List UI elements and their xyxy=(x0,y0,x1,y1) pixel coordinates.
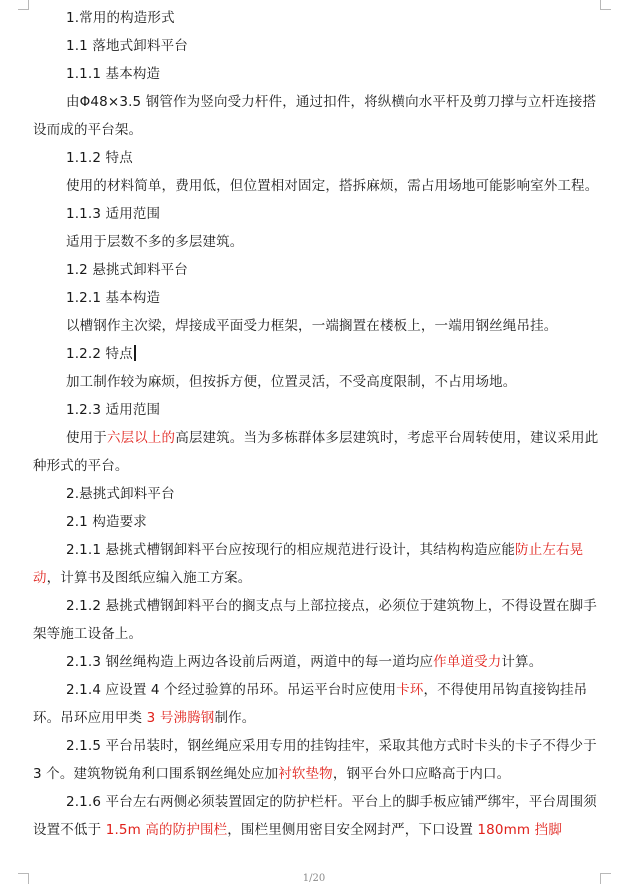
section-heading xyxy=(33,200,599,228)
text-run: 1.1.1 基本构造 xyxy=(66,66,161,82)
section-heading xyxy=(33,256,599,284)
section-heading xyxy=(33,284,599,312)
body-paragraph xyxy=(33,424,599,480)
body-paragraph xyxy=(33,648,599,676)
highlighted-text: 作单道受力 xyxy=(433,654,502,670)
section-heading xyxy=(33,144,599,172)
text-run: 2.1 构造要求 xyxy=(66,514,147,530)
text-run: 2.1.5 平台吊装时，钢丝绳应采用专用的挂钩挂牢，采取其他方式时卡头的卡子不得少于 3 个。建筑物锐角利口围系钢丝绳处应加 xyxy=(33,738,597,782)
body-paragraph xyxy=(33,732,599,788)
text-run: 2.1.3 钢丝绳构造上两边各设前后两道，两道中的每一道均应 xyxy=(66,654,434,670)
crop-mark-top-left xyxy=(18,0,29,10)
text-run: ，计算书及图纸应编入施工方案。 xyxy=(46,570,252,586)
text-run: 2.1.1 悬挑式槽钢卸料平台应按现行的相应规范进行设计，其结构构造应能 xyxy=(66,542,516,558)
highlighted-text: 防止左右晃动 xyxy=(33,542,584,586)
section-heading xyxy=(33,32,599,60)
text-run: 1.常用的构造形式 xyxy=(66,10,175,26)
section-heading xyxy=(33,60,599,88)
highlighted-text: 1.5m 高的防护围栏 xyxy=(105,822,228,838)
section-heading xyxy=(33,340,599,368)
text-run: ，围栏里侧用密目安全网封严，下口设置 xyxy=(227,822,478,838)
body-paragraph xyxy=(33,536,599,592)
text-run: 以槽钢作主次梁，焊接成平面受力框架，一端搁置在楼板上，一端用钢丝绳吊挂。 xyxy=(66,318,558,334)
text-run: 使用的材料简单，费用低，但位置相对固定，搭拆麻烦，需占用场地可能影响室外工程。 xyxy=(66,178,599,194)
text-run: 高层建筑。当为多栋群体多层建筑时，考虑平台周转使用，建议采用此种形式的平台。 xyxy=(33,430,599,474)
text-run: 由Φ48×3.5 钢管作为竖向受力杆件，通过扣件，将纵横向水平杆及剪刀撑与立杆连接搭设而成的平台架。 xyxy=(33,94,597,138)
text-run: 2.1.6 平台左右两侧必须装置固定的防护栏杆。平台上的脚手板应铺严绑牢，平台周围须设置不低于 xyxy=(33,794,597,838)
body-paragraph xyxy=(33,88,599,144)
text-run: 适用于层数不多的多层建筑。 xyxy=(66,234,244,250)
highlighted-text: 衬软垫物 xyxy=(278,766,333,782)
highlighted-text: 六层以上的 xyxy=(106,430,176,446)
body-paragraph xyxy=(33,228,599,256)
body-paragraph xyxy=(33,788,599,844)
body-paragraph xyxy=(33,676,599,732)
highlighted-text: 3 号沸腾钢 xyxy=(146,710,215,726)
text-run: 1.1.2 特点 xyxy=(66,150,133,166)
document-body[interactable] xyxy=(33,4,599,844)
text-run: ，钢平台外口应略高于内口。 xyxy=(332,766,511,782)
body-paragraph xyxy=(33,172,599,200)
section-heading xyxy=(33,480,599,508)
crop-mark-top-right xyxy=(600,0,611,10)
text-run: 使用于 xyxy=(66,430,107,446)
body-paragraph xyxy=(33,592,599,648)
text-run: 计算。 xyxy=(501,654,543,670)
text-run: 2.1.4 应设置 4 个经过验算的吊环。吊运平台时应使用 xyxy=(66,682,397,698)
text-run: 1.1.3 适用范围 xyxy=(66,206,161,222)
section-heading xyxy=(33,508,599,536)
highlighted-text: 180mm 挡脚 xyxy=(477,822,562,838)
text-cursor xyxy=(134,345,136,361)
section-heading xyxy=(33,396,599,424)
text-run: 1.2.1 基本构造 xyxy=(66,290,161,306)
text-run: 2.1.2 悬挑式槽钢卸料平台的搁支点与上部拉接点，必须位于建筑物上，不得设置在脚手架等施工设备上。 xyxy=(33,598,597,642)
section-heading xyxy=(33,4,599,32)
text-run: 1.1 落地式卸料平台 xyxy=(66,38,188,54)
text-run: 1.2.3 适用范围 xyxy=(66,402,161,418)
page-number: 1/20 xyxy=(302,873,326,884)
text-run: 制作。 xyxy=(214,710,256,726)
text-run: 1.2.2 特点 xyxy=(66,346,133,362)
body-paragraph xyxy=(33,368,599,396)
text-run: 2.悬挑式卸料平台 xyxy=(66,486,175,502)
text-run: 1.2 悬挑式卸料平台 xyxy=(66,262,188,278)
body-paragraph xyxy=(33,312,599,340)
highlighted-text: 卡环 xyxy=(396,682,424,698)
text-run: ，不得使用吊钩直接钩挂吊环。吊环应用甲类 xyxy=(33,682,588,726)
text-run: 加工制作较为麻烦，但按拆方便，位置灵活，不受高度限制，不占用场地。 xyxy=(66,374,517,390)
